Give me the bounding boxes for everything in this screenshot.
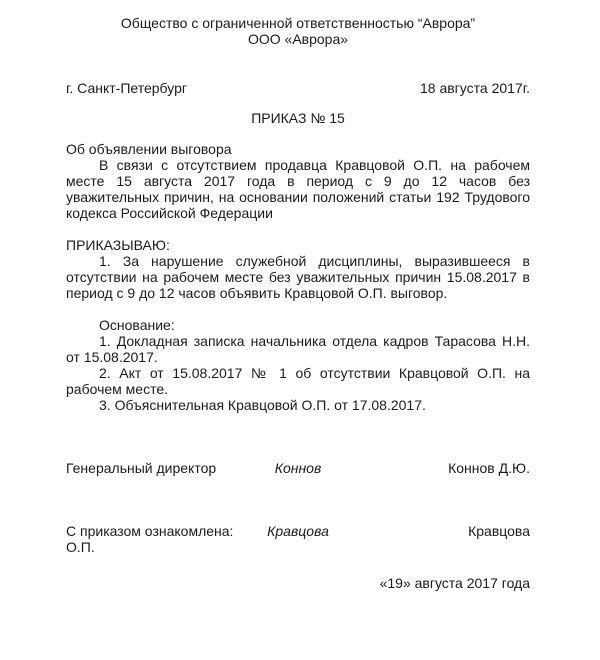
order-heading: ПРИКАЗЫВАЮ: (66, 237, 170, 253)
basis-item-1: 1. Докладная записка начальника отдела кадров Тарасова Н.Н. от 15.08.2017. (66, 333, 530, 365)
acknowledged-handwritten-signature: Кравцова (267, 523, 329, 539)
acknowledged-surname: Кравцова (468, 523, 530, 539)
director-handwritten-signature: Коннов (274, 460, 322, 476)
preamble-paragraph: В связи с отсутствием продавца Кравцовой О.П. на рабочем месте 15 августа 2017 года в период с 9 до 12 часов без уважительных причин, на основании положений статьи 192 Трудового кодекса Российской Федерации (66, 157, 530, 221)
acknowledged-initials: О.П. (66, 539, 95, 555)
acknowledgement-date: «19» августа 2017 года (379, 575, 530, 591)
org-full-name: Общество с ограниченной ответственностью “Аврора” (120, 15, 476, 31)
order-subject: Об объявлении выговора (66, 141, 232, 157)
acknowledgement-row (66, 523, 530, 555)
director-signature-row (66, 460, 530, 476)
director-name: Коннов Д.Ю. (448, 460, 530, 476)
order-item-1: 1. За нарушение служебной дисциплины, выразившееся в отсутствии на рабочем месте без уважительных причин 15.08.2017 в период с 9 до 12 часов объявить Кравцовой О.П. выговор. (66, 253, 530, 301)
order-title: ПРИКАЗ № 15 (251, 110, 345, 126)
basis-item-3: 3. Объяснительная Кравцовой О.П. от 17.08.2017. (99, 397, 426, 413)
acknowledgement-block (66, 523, 267, 555)
acknowledgement-label: С приказом ознакомлена: (66, 523, 234, 539)
city-date-row (66, 80, 530, 96)
director-position: Генеральный директор (66, 460, 217, 476)
issue-date: 18 августа 2017г. (420, 80, 530, 96)
org-short-name: ООО «Аврора» (247, 31, 349, 47)
basis-heading: Основание: (99, 317, 175, 333)
basis-item-2: 2. Акт от 15.08.2017 № 1 об отсутствии Кравцовой О.П. на рабочем месте. (66, 365, 530, 397)
city: г. Санкт-Петербург (66, 80, 187, 96)
